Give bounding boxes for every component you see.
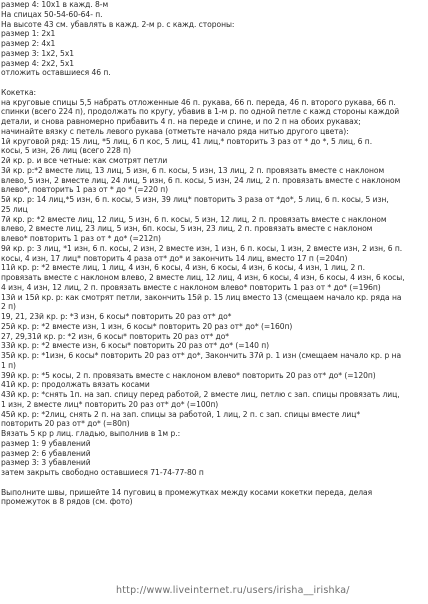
text-line: 2й кр. р. и все четные: как смотрят петли: [1, 156, 168, 165]
text-line: 39й кр. р: *5 косы, 2 п. провязать вместе с наклоном влево* повторить 20 раз от* до* (=120п): [1, 370, 376, 380]
text-line: 1й круговой ряд: 15 лиц, *5 лиц, 6 п кос, 5 лиц, 41 лиц,* повторить 3 раз от * до *, 5 лиц, 6 п.: [1, 136, 373, 146]
text-line: На высоте 43 см. убавлять в кажд. 2-м р. с кажд. стороны:: [1, 19, 235, 29]
text-line: детали, и снова равномерно прибавить 4 п. на переде и спине, и по 2 п на обоих рукавах;: [1, 117, 361, 126]
text-line: 4 изн, 4 изн, 12 лиц, 2 п. провязать вместе с наклоном влево* повторить 1 раз от * до* (=196п): [1, 282, 381, 292]
text-line: промежуток в 8 рядов (см. фото): [1, 497, 133, 507]
text-line: размер 4: 10х1 в кажд. 8-м: [1, 0, 109, 9]
text-line: 19, 21, 23й кр. р: *3 изн, 6 косы* повторить 20 раз от* до*: [1, 312, 232, 321]
text-line: 1 изн, 2 вместе лиц* повторить 20 раз от* до* (=100п): [1, 399, 219, 409]
text-line: размер 1: 2х1: [1, 29, 56, 39]
text-line: 27, 29,31й кр. р: *2 изн, 6 косы* повторить 20 раз от* до*: [1, 331, 230, 341]
text-line: 2 п): [1, 302, 16, 312]
text-line: на круговые спицы 5,5 набрать отложенные 46 п. рукава, 66 п. переда, 46 п. второго рукава, 66 п.: [1, 97, 396, 107]
text-line: размер 2: 6 убавлений: [1, 448, 91, 458]
paragraph-gap: [1, 78, 427, 88]
text-line: 3й кр. р:*2 вместе лиц, 13 лиц, 5 изн, 6 п. косы, 5 изн, 13 лиц, 2 п. провязать вместе с наклоном: [1, 165, 385, 175]
text-line: 11й кр. р: *2 вместе лиц, 1 лиц, 4 изн, 6 косы, 4 изн, 6 косы, 4 изн, 6 косы, 4 изн, 1 лиц, 2 п.: [1, 263, 365, 273]
text-line: 43й кр. р: *снять 1п. на зап. спицу перед работой, 2 вместе лиц, петлю с зап. спицы провязать лиц,: [1, 390, 400, 399]
knitting-instructions-text: [1, 0, 427, 507]
text-line: косы, 4 изн, 17 лиц* повторить 4 раза от* до* и закончить 14 лиц, вместо 17 п (=204п): [1, 253, 348, 263]
text-line: размер 3: 3 убавлений: [1, 458, 91, 468]
text-line: спинки (всего 224 п), продолжать по кругу, убавив в 1-м р. по одной петле с кажд стороны каждой: [1, 107, 400, 117]
text-line: влево, 5 изн, 2 вместе лиц, 24 лиц, 5 изн, 6 п. косы, 5 изн, 24 лиц, 2 п. провязать вместе с наклоном: [1, 175, 401, 185]
text-line: 9й кр. р: 3 лиц, *1 изн, 6 п. косы, 2 изн, 2 вместе изн, 1 изн, 6 п. косы, 1 изн, 2 вместе изн, 2 изн, 6 п.: [1, 243, 403, 253]
text-line: размер 2: 4х1: [1, 39, 56, 48]
text-line: Кокетка:: [1, 87, 37, 97]
text-line: 41й кр. р: продолжать вязать косами: [1, 380, 150, 390]
text-line: 7й кр. р: *2 вместе лиц, 12 лиц, 5 изн, 6 п. косы, 5 изн, 12 лиц, 2 п. провязать вместе с наклоном: [1, 214, 387, 224]
text-line: 13й и 15й кр. р: как смотрят петли, закончить 15й р. 15 лиц вместо 13 (смещаем начало кр. ряда на: [1, 292, 402, 302]
text-line: 45й кр. р: *2лиц, снять 2 п. на зап. спицы за работой, 1 лиц, 2 п. с зап. спицы вместе лиц*: [1, 409, 361, 419]
text-line: размер 4: 2х2, 5х1: [1, 58, 75, 68]
text-line: Вязать 5 кр р лиц. гладью, выполнив в 1м р.:: [1, 429, 181, 438]
text-line: провязать вместе с наклоном влево, 2 вместе лиц, 12 лиц, 4 изн, 6 косы, 4 изн, 6 косы, 4 изн, 6 косы,: [1, 273, 405, 282]
text-line: На спицах 50-54-60-64- п.: [1, 9, 103, 19]
text-line: Выполните швы, пришейте 14 пуговиц в промежутках между косами кокетки переда, делая: [1, 487, 373, 497]
text-line: затем закрыть свободно оставшиеся 71-74-77-80 п: [1, 468, 204, 477]
text-line: влево*, повторить 1 раз от * до * (=220 п): [1, 185, 169, 195]
text-line: отложить оставшиеся 46 п.: [1, 68, 111, 78]
text-line: 33й кр. р: *2 вместе изн, 6 косы* повторить 20 раз от* до* (=140 п): [1, 341, 270, 351]
text-line: начинайте вязку с петель левого рукава (отметьте начало ряда нитью другого цвета):: [1, 126, 349, 136]
text-line: косы, 5 изн, 26 лиц (всего 228 п): [1, 146, 131, 156]
paragraph-gap: [1, 478, 427, 488]
text-line: 25 лиц: [1, 204, 28, 214]
text-line: 1 п): [1, 360, 16, 370]
source-url-watermark: http://www.liveinternet.ru/users/irisha__irishka/: [116, 585, 350, 596]
text-line: влево, 2 вместе лиц, 23 лиц, 5 изн, 6п. косы, 5 изн, 23 лиц, 2 п. провязать вместе с наклоном: [1, 224, 373, 234]
text-line: 25й кр. р: *2 вместе изн, 1 изн, 6 косы* повторить 20 раз от* до* (=160п): [1, 321, 293, 331]
text-line: влево* повторить 1 раз от * до* (=212п): [1, 234, 161, 243]
text-line: размер 3: 1х2, 5х1: [1, 48, 75, 58]
text-line: 35й кр. р: *1изн, 6 косы* повторить 20 раз от* до*, Закончить 37й р. 1 изн (смещаем начало кр. р на: [1, 351, 402, 360]
text-line: размер 1: 9 убавлений: [1, 438, 91, 448]
text-line: 5й кр. р: 14 лиц,*5 изн, 6 п. косы, 5 изн, 39 лиц* повторить 3 раза от *до*, 5 лиц, 6 п. косы, 5 изн,: [1, 195, 389, 204]
text-line: повторить 20 раз от* до* (=80п): [1, 419, 130, 429]
